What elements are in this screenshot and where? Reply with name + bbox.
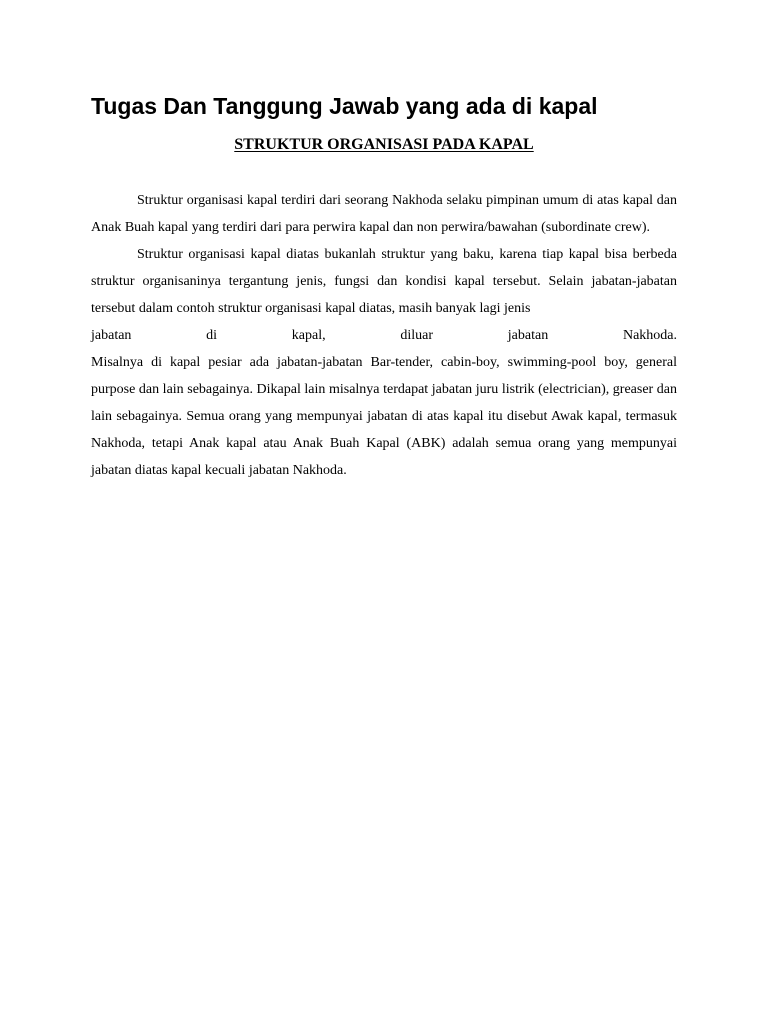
document-title: Tugas Dan Tanggung Jawab yang ada di kapal <box>91 93 598 119</box>
paragraph-2: Struktur organisasi kapal diatas bukanlah struktur yang baku, karena tiap kapal bisa berbeda struktur organisaninya tergantung jenis, fungsi dan kondisi kapal tersebut. Selain jabatan-jabatan tersebut dalam contoh struktur organisasi kapal diatas, masih banyak lagi jenis <box>91 247 677 316</box>
section-heading-text: STRUKTUR ORGANISASI PADA KAPAL <box>234 136 534 153</box>
paragraph-2-last-line-text: jabatan di kapal, diluar jabatan Nakhoda. <box>91 328 677 343</box>
document-body <box>91 187 677 484</box>
paragraph-2-last-line <box>91 322 677 349</box>
paragraph-1: Struktur organisasi kapal terdiri dari seorang Nakhoda selaku pimpinan umum di atas kapal dan Anak Buah kapal yang terdiri dari para perwira kapal dan non perwira/bawahan (subordinate crew). <box>91 193 677 235</box>
section-heading <box>0 134 768 156</box>
paragraph-3: Misalnya di kapal pesiar ada jabatan-jabatan Bar-tender, cabin-boy, swimming-pool boy, general purpose dan lain sebagainya. Dikapal lain misalnya terdapat jabatan juru listrik (electrician), greaser dan lain sebagainya. Semua orang yang mempunyai jabatan di atas kapal itu disebut Awak kapal, termasuk Nakhoda, tetapi Anak kapal atau Anak Buah Kapal (ABK) adalah semua orang yang mempunyai jabatan diatas kapal kecuali jabatan Nakhoda. <box>91 355 677 478</box>
